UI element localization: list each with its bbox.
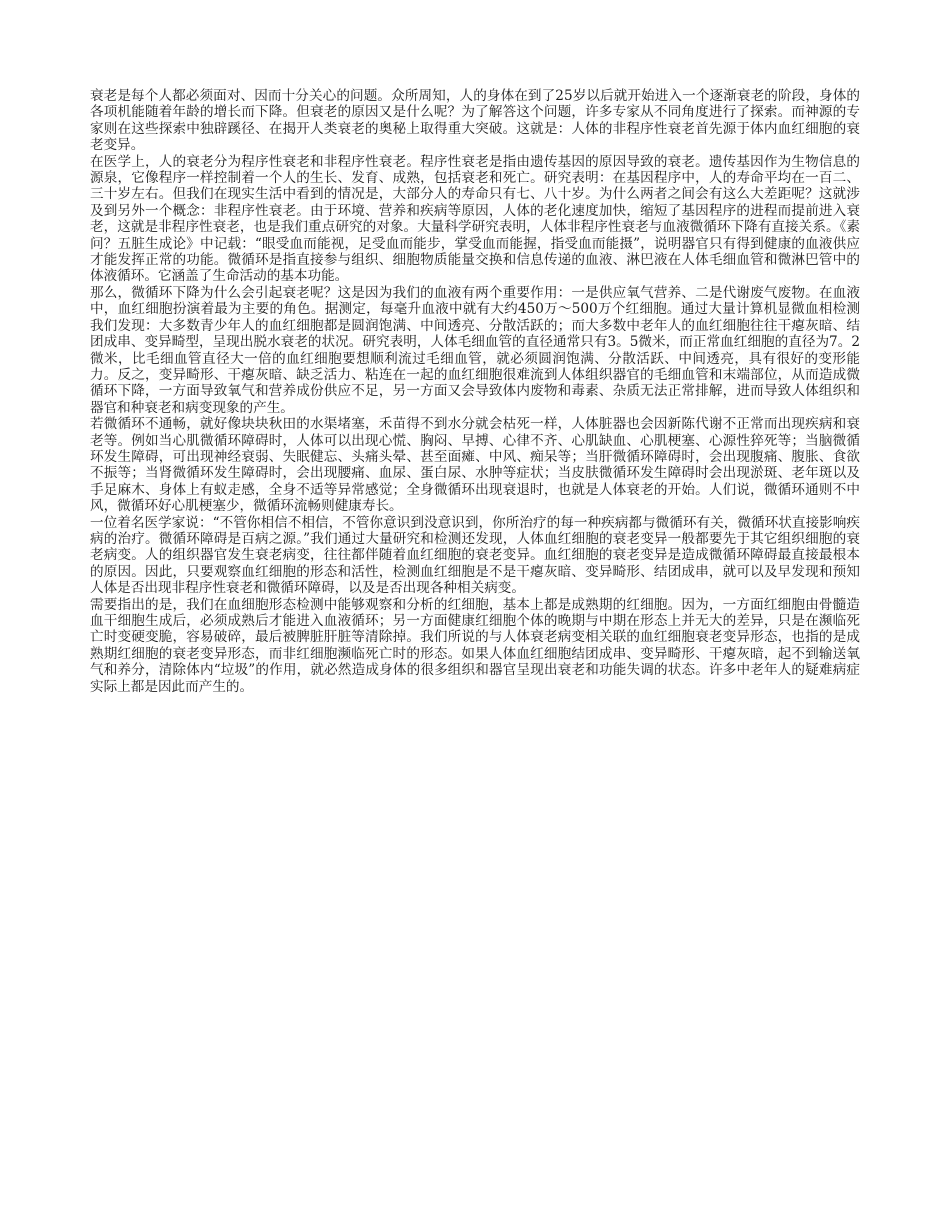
paragraph-expert-quote: 一位着名医学家说：“不管你相信不相信，不管你意识到没意识到，你所治疗的每一种疾病都与微循环有关，微循环状直接影响疾病的治疗。微循环障碍是百病之源。”我们通过大量研究和检测还发现，人体血红细胞的衰老变异一般都要先于其它组织细胞的衰老病变。人的组织器官发生衰老病变，往往都伴随着血红细胞的衰老变异。血红细胞的衰老变异是造成微循环障碍最直接最根本的原因。因此，只要观察血红细胞的形态和活性，检测血红细胞是不是干瘪灰暗、变异畸形、结团成串，就可以及早发现和预知人体是否出现非程序性衰老和微循环障碍，以及是否出现各种相关病变。	[90, 514, 860, 597]
paragraph-mature-cells: 需要指出的是，我们在血细胞形态检测中能够观察和分析的红细胞，基本上都是成熟期的红细胞。因为，一方面红细胞由骨髓造血干细胞生成后，必须成熟后才能进入血液循环；另一方面健康红细胞个体的晚期与中期在形态上并无大的差异，只是在濒临死亡时变硬变脆，容易破碎，最后被脾脏肝脏等清除掉。我们所说的与人体衰老病变相关联的血红细胞衰老变异形态，也指的是成熟期红细胞的衰老变异形态，而非红细胞濒临死亡时的形态。如果人体血红细胞结团成串、变异畸形、干瘪灰暗，起不到输送氧气和养分，清除体内“垃圾”的作用，就必然造成身体的很多组织和器官呈现出衰老和功能失调的状态。许多中老年人的疑难病症实际上都是因此而产生的。	[90, 596, 860, 695]
paragraph-intro: 衰老是每个人都必须面对、因而十分关心的问题。众所周知，人的身体在到了25岁以后就开始进入一个逐渐衰老的阶段，身体的各项机能随着年龄的增长而下降。但衰老的原因又是什么呢？为了解答这个问题，许多专家从不同角度进行了探索。而神源的专家则在这些探索中独辟蹊径、在揭开人类衰老的奥秘上取得重大突破。这就是：人体的非程序性衰老首先源于体内血红细胞的衰老变异。	[90, 88, 860, 154]
paragraph-blood-cells: 那么，微循环下降为什么会引起衰老呢？这是因为我们的血液有两个重要作用：一是供应氧气营养、二是代谢废气废物。在血液中，血红细胞扮演着最为主要的角色。据测定，每毫升血液中就有大约450万～500万个红细胞。通过大量计算机显微血相检测我们发现：大多数青少年人的血红细胞都是圆润饱满、中间透亮、分散活跃的；而大多数中老年人的血红细胞往往干瘪灰暗、结团成串、变异畸型，呈现出脱水衰老的状况。研究表明，人体毛细血管的直径通常只有3。5微米，而正常血红细胞的直径为7。2微米，比毛细血管直径大一倍的血红细胞要想顺利流过毛细血管，就必须圆润饱满、分散活跃、中间透亮，具有很好的变形能力。反之，变异畸形、干瘪灰暗、缺乏活力、粘连在一起的血红细胞很难流到人体组织器官的毛细血管和末端部位，从而造成微循环下降，一方面导致氧气和营养成份供应不足，另一方面又会导致体内废物和毒素、杂质无法正常排解，进而导致人体组织和器官和种衰老和病变现象的产生。	[90, 284, 860, 416]
document-body	[90, 88, 860, 695]
paragraph-aging-types: 在医学上，人的衰老分为程序性衰老和非程序性衰老。程序性衰老是指由遗传基因的原因导致的衰老。遗传基因作为生物信息的源泉，它像程序一样控制着一个人的生长、发育、成熟，包括衰老和死亡。研究表明：在基因程序中，人的寿命平均在一百二、三十岁左右。但我们在现实生活中看到的情况是，大部分人的寿命只有七、八十岁。为什么两者之间会有这么大差距呢？这就涉及到另外一个概念：非程序性衰老。由于环境、营养和疾病等原因，人体的老化速度加快，缩短了基因程序的进程而提前进入衰老，这就是非程序性衰老，也是我们重点研究的对象。大量科学研究表明，人体非程序性衰老与血液微循环下降有直接关系。《素问？五脏生成论》中记载：“眼受血而能视，足受血而能步，掌受血而能握，指受血而能摄”，说明器官只有得到健康的血液供应才能发挥正常的功能。微循环是指直接参与组织、细胞物质能量交换和信息传递的血液、淋巴液在人体毛细血管和微淋巴管中的体液循环。它涵盖了生命活动的基本功能。	[90, 153, 860, 285]
paragraph-organ-effects: 若微循环不通畅，就好像块块秋田的水渠堵塞，禾苗得不到水分就会枯死一样，人体脏器也会因新陈代谢不正常而出现疾病和衰老等。例如当心肌微循环障碍时，人体可以出现心慌、胸闷、早搏、心律不齐、心肌缺血、心肌梗塞、心源性猝死等；当脑微循环发生障碍，可出现神经衰弱、失眠健忘、头痛头晕、甚至面瘫、中风、痴呆等；当肝微循环障碍时，会出现腹痛、腹胀、食欲不振等；当肾微循环发生障碍时，会出现腰痛、血尿、蛋白尿、水肿等症状；当皮肤微循环发生障碍时会出现淤斑、老年斑以及手足麻木、身体上有蚁走感，全身不适等异常感觉；全身微循环出现衰退时，也就是人体衰老的开始。人们说，微循环通则不中风，微循环好心肌梗塞少，微循环流畅则健康寿长。	[90, 416, 860, 515]
